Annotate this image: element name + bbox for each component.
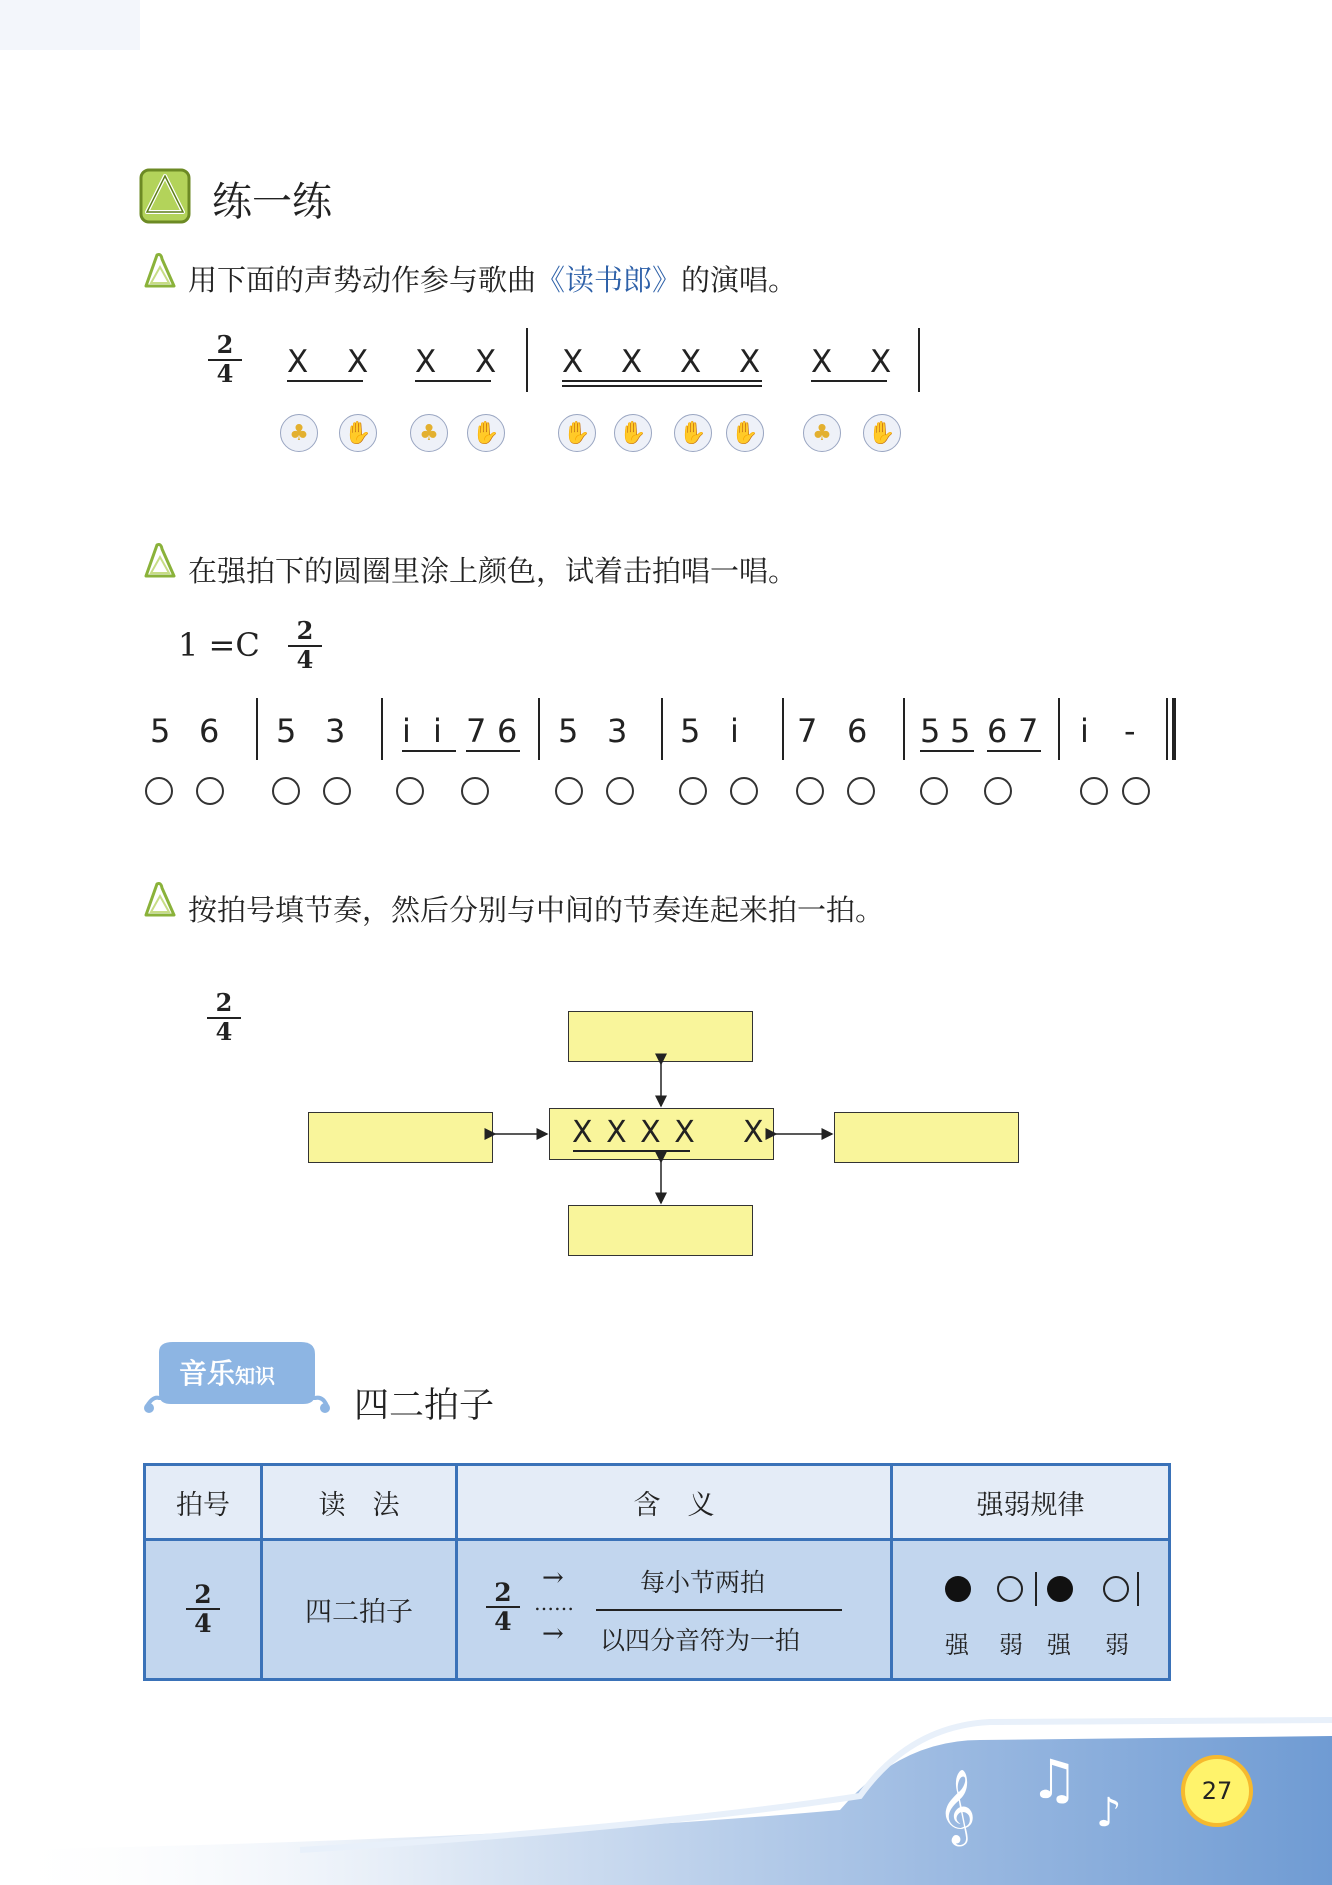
badge-small: 知识 — [235, 1364, 276, 1388]
melody-note: 5 — [558, 712, 579, 750]
section-title: 练一练 — [212, 179, 332, 225]
melody-note: 5 — [950, 712, 971, 750]
footer-wave — [0, 1700, 1332, 1885]
hand-clap-icon: ✋ — [339, 414, 377, 452]
melody-note: 7 — [797, 712, 818, 750]
melody-note: i — [730, 712, 739, 750]
melody-note: 5 — [680, 712, 701, 750]
foot-stomp-icon: ♣ — [803, 414, 841, 452]
song-title: 《读书郎》 — [536, 263, 682, 297]
meaning-divider — [596, 1609, 842, 1611]
meaning-bottom: 以四分音符为一拍 — [600, 1626, 801, 1655]
melody-note: 6 — [987, 712, 1008, 750]
foot-stomp-icon: ♣ — [280, 414, 318, 452]
melody-note: i — [1080, 712, 1089, 750]
table-time-sig-bottom: 4 — [194, 1608, 212, 1638]
meaning-time-sig-top: 2 — [486, 1579, 520, 1608]
weak-dot — [997, 1576, 1023, 1602]
label-strong: 强 — [1047, 1631, 1071, 1659]
melody-note: 6 — [847, 712, 868, 750]
key-signature: 1 =C — [178, 626, 260, 664]
time-sig-bottom: 4 — [216, 359, 234, 388]
knowledge-table — [143, 1463, 1171, 1681]
hand-clap-icon: ✋ — [614, 414, 652, 452]
meaning-top: 每小节两拍 — [640, 1568, 766, 1597]
cell-meaning — [457, 1540, 892, 1680]
time-sig-top: 2 — [207, 990, 241, 1019]
melody-note: 7 — [466, 712, 487, 750]
header-pattern: 强弱规律 — [892, 1465, 1170, 1540]
rhythm-x: X — [562, 344, 584, 380]
time-sig-bottom: 4 — [296, 645, 314, 674]
melody-note: 5 — [276, 712, 297, 750]
arrow-bottom: → — [542, 1619, 564, 1649]
rhythm-x: X — [739, 344, 761, 380]
melody-note: - — [1124, 712, 1136, 750]
rhythm-x: X — [621, 344, 643, 380]
table-time-sig-top: 2 — [186, 1581, 220, 1610]
bar-line — [1137, 1572, 1139, 1606]
melody-note: 5 — [150, 712, 171, 750]
beamed-notes-icon: ♫ — [1030, 1748, 1079, 1811]
melody-note: 3 — [325, 712, 346, 750]
badge-main: 音乐 — [179, 1357, 236, 1390]
exercise1-prompt-suffix: 的演唱。 — [681, 263, 798, 297]
label-weak: 弱 — [1105, 1631, 1129, 1659]
hand-clap-icon: ✋ — [674, 414, 712, 452]
knowledge-title: 四二拍子 — [354, 1386, 495, 1426]
rhythm-x: X — [870, 344, 892, 380]
rhythm-x: X — [287, 344, 309, 380]
hand-clap-icon: ✋ — [863, 414, 901, 452]
foot-stomp-icon: ♣ — [410, 414, 448, 452]
time-sig-top: 2 — [208, 332, 242, 361]
strong-dot — [945, 1576, 971, 1602]
melody-note: 6 — [497, 712, 518, 750]
arrow-top: → — [542, 1563, 564, 1593]
bar-line — [1035, 1572, 1037, 1606]
eighth-note-icon: ♪ — [1096, 1790, 1122, 1836]
label-weak: 弱 — [999, 1631, 1023, 1659]
hand-clap-icon: ✋ — [558, 414, 596, 452]
cell-reading: 四二拍子 — [262, 1540, 457, 1680]
hand-clap-icon: ✋ — [726, 414, 764, 452]
page-number: 27 — [1201, 1777, 1233, 1805]
header-time-sig: 拍号 — [145, 1465, 262, 1540]
cell-pattern — [892, 1540, 1170, 1680]
melody-note: 6 — [199, 712, 220, 750]
center-rhythm: X X X X X — [572, 1115, 766, 1150]
strong-dot — [1047, 1576, 1073, 1602]
music-knowledge-badge — [143, 1338, 331, 1416]
melody-note: 3 — [607, 712, 628, 750]
rhythm-x: X — [811, 344, 833, 380]
label-strong: 强 — [945, 1631, 969, 1659]
rhythm-x: X — [680, 344, 702, 380]
exercise3-prompt: 按拍号填节奏，然后分别与中间的节奏连起来拍一拍。 — [188, 893, 885, 927]
melody-note: i — [433, 712, 442, 750]
cell-time-sig — [145, 1540, 262, 1680]
melody-note: 7 — [1018, 712, 1039, 750]
treble-clef-icon: 𝄞 — [938, 1770, 976, 1844]
exercise1-prompt-prefix: 用下面的声势动作参与歌曲 — [188, 263, 537, 297]
rhythm-x: X — [347, 344, 369, 380]
rhythm-x: X — [475, 344, 497, 380]
header-meaning: 含 义 — [457, 1465, 892, 1540]
weak-dot — [1103, 1576, 1129, 1602]
hand-clap-icon: ✋ — [467, 414, 505, 452]
time-sig-top: 2 — [288, 618, 322, 647]
meaning-time-sig-bottom: 4 — [494, 1607, 512, 1636]
rhythm-x: X — [415, 344, 437, 380]
dots: …… — [534, 1591, 574, 1615]
melody-note: 5 — [920, 712, 941, 750]
page-number-badge — [1181, 1755, 1253, 1827]
exercise2-prompt: 在强拍下的圆圈里涂上颜色，试着击拍唱一唱。 — [188, 554, 798, 588]
melody-note: i — [402, 712, 411, 750]
header-reading: 读 法 — [262, 1465, 457, 1540]
time-sig-bottom: 4 — [215, 1017, 233, 1046]
